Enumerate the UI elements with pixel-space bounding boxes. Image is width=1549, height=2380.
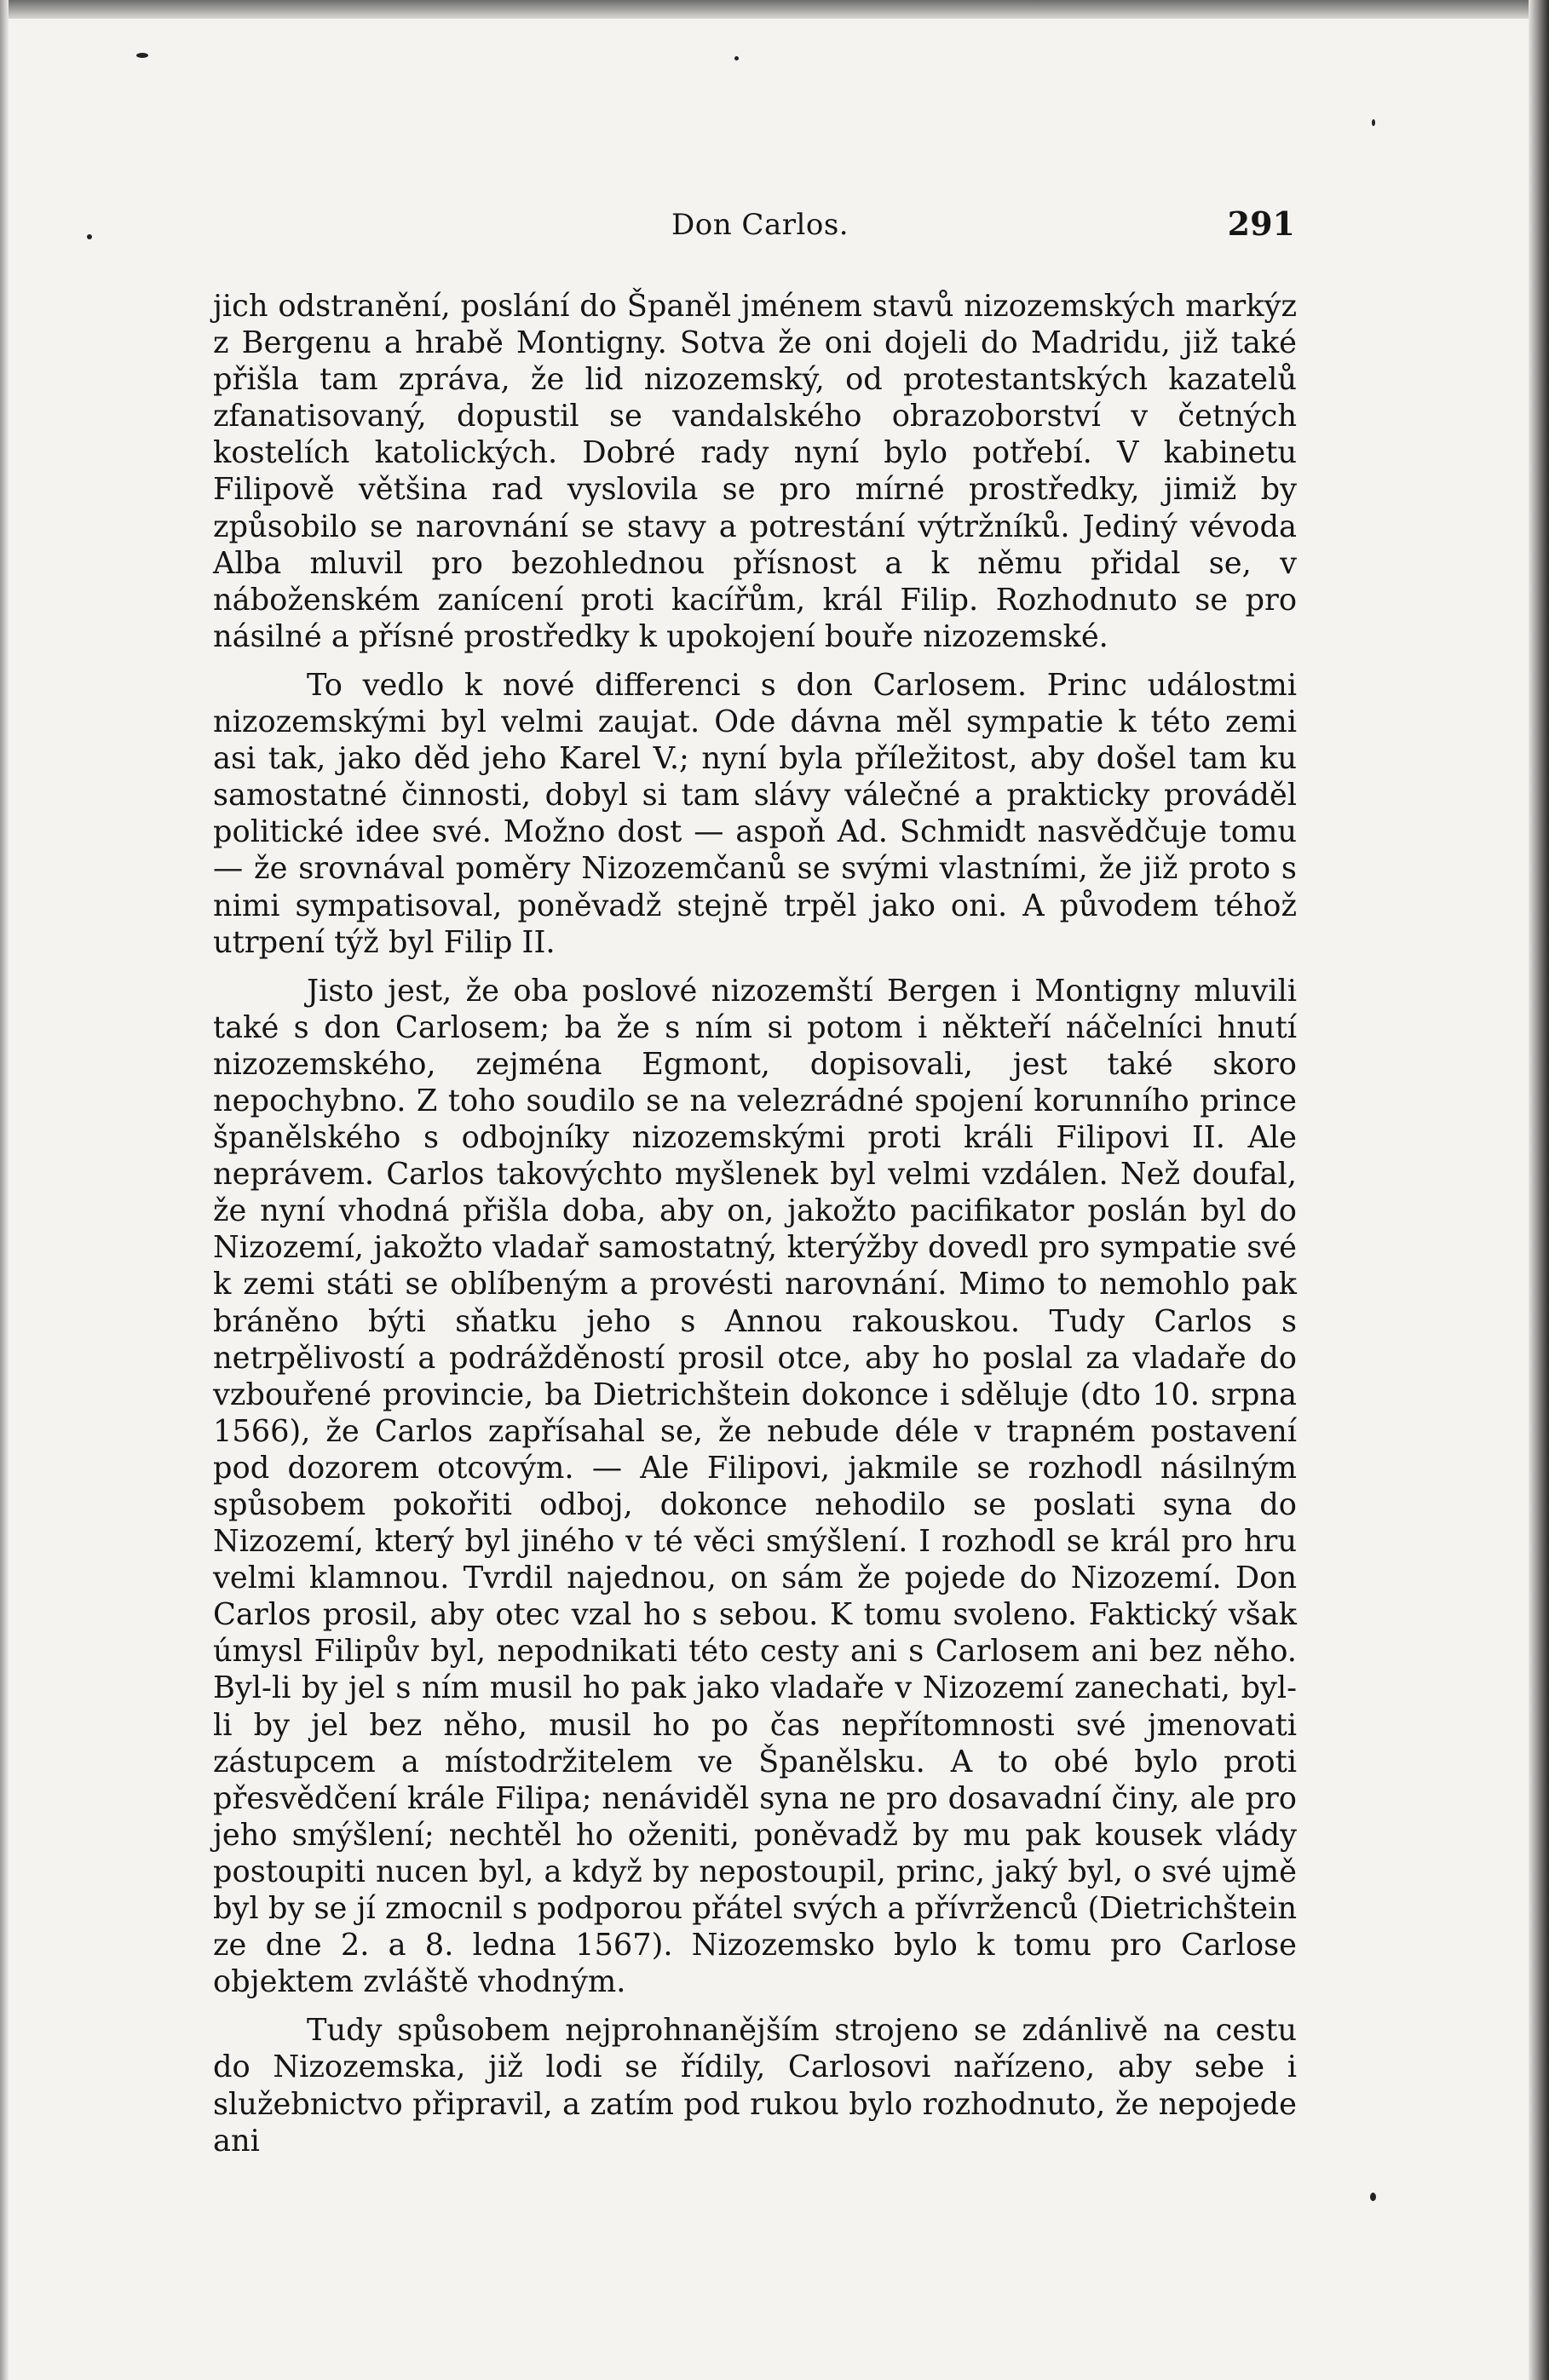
paragraph: To vedlo k nové differenci s don Carlosem. Princ událostmi nizozemskými byl velmi zaujat. Ode dávna měl sympatie k této zemi asi tak, jako děd jeho Karel V.; nyní byla příležitost, aby došel tam ku samostatné činnosti, dobyl si tam slávy válečné a prakticky prováděl politické idee své. Možno dost — aspoň Ad. Schmidt nasvědčuje tomu — že srovnával poměry Nizozemčanů se svými vlastními, že již proto s nimi sympatisoval, poněvadž stejně trpěl jako oni. A původem téhož utrpení týž byl Filip II. (213, 667, 1297, 960)
paragraph: Jisto jest, že oba poslové nizozemští Bergen i Montigny mluvili také s don Carlosem; ba že s ním si potom i někteří náčelníci hnutí nizozemského, zejména Egmont, dopisovali, jest také skoro nepochybno. Z toho soudilo se na velezrádné spojení korunního prince španělského s odbojníky nizozemskými proti králi Filipovi II. Ale neprávem. Carlos takovýchto myšlenek byl velmi vzdálen. Než doufal, že nyní vhodná přišla doba, aby on, jakožto pacifikator poslán byl do Nizozemí, jakožto vladař samostatný, kterýžby dovedl pro sympatie své k zemi státi se oblíbeným a provésti narovnání. Mimo to nemohlo pak bráněno býti sňatku jeho s Annou rakouskou. Tudy Carlos s netrpělivostí a podrážděností prosil otce, aby ho poslal za vladaře do vzbouřené provincie, ba Dietrichštein dokonce i sděluje (dto 10. srpna 1566), že Carlos zapřísahal se, že nebude déle v trapném postavení pod dozorem otcovým. — Ale Filipovi, jakmile se rozhodl násilným spůsobem pokořiti odboj, dokonce nehodilo se poslati syna do Nizozemí, který byl jiného v té věci smýšlení. I rozhodl se král pro hru velmi klamnou. Tvrdil najednou, on sám že pojede do Nizozemí. Don Carlos prosil, aby otec vzal ho s sebou. K tomu svoleno. Faktický však úmysl Filipův byl, nepodnikati této cesty ani s Carlosem ani bez něho. Byl-li by jel s ním musil ho pak jako vladaře v Nizozemí zanechati, byl-li by jel bez něho, musil ho po čas nepřítomnosti své jmenovati zástupcem a místodržitelem ve Španělsku. A to obé bylo proti přesvědčení krále Filipa; nenáviděl syna ne pro dosavadní činy, ale pro jeho smýšlení; nechtěl ho oženiti, poněvadž by mu pak kousek vlády postoupiti nucen byl, a když by nepostoupil, princ, jaký byl, o své ujmě byl by se jí zmocnil s podporou přátel svých a přívrženců (Dietrichštein ze dne 2. a 8. ledna 1567). Nizozemsko bylo k tomu pro Carlose objektem zvláště vhodným. (213, 973, 1297, 2000)
page-number: 291 (1227, 204, 1295, 243)
scan-left-edge (0, 0, 9, 2380)
paragraph: Tudy spůsobem nejprohnanějším strojeno se zdánlivě na cestu do Nizozemska, již lodi se řídily, Carlosovi nařízeno, aby sebe i služebnictvo připravil, a zatím pod rukou bylo rozhodnuto, že nepojede ani (213, 2013, 1297, 2159)
dust-speck (87, 234, 92, 239)
dust-speck (734, 56, 739, 60)
scan-right-edge (1529, 0, 1549, 2380)
scan-top-edge (0, 0, 1549, 19)
page-header (213, 201, 1295, 249)
body-text (213, 288, 1297, 2159)
dust-speck (1372, 119, 1375, 126)
running-title: Don Carlos. (671, 208, 849, 242)
dust-speck (136, 53, 148, 58)
paragraph: jich odstranění, poslání do Španěl jménem stavů nizozemských markýz z Bergenu a hrabě Montigny. Sotva že oni dojeli do Madridu, již také přišla tam zpráva, že lid nizozemský, od protestantských kazatelů zfanatisovaný, dopustil se vandalského obrazoborství v četných kostelích katolických. Dobré rady nyní bylo potřebí. V kabinetu Filipově většina rad vyslovila se pro mírné prostředky, jimiž by způsobilo se narovnání se stavy a potrestání výtržníků. Jediný vévoda Alba mluvil pro bezohlednou přísnost a k němu přidal se, v náboženském zanícení proti kacířům, král Filip. Rozhodnuto se pro násilné a přísné prostředky k upokojení bouře nizozemské. (213, 289, 1297, 654)
dust-speck (1370, 2193, 1376, 2201)
